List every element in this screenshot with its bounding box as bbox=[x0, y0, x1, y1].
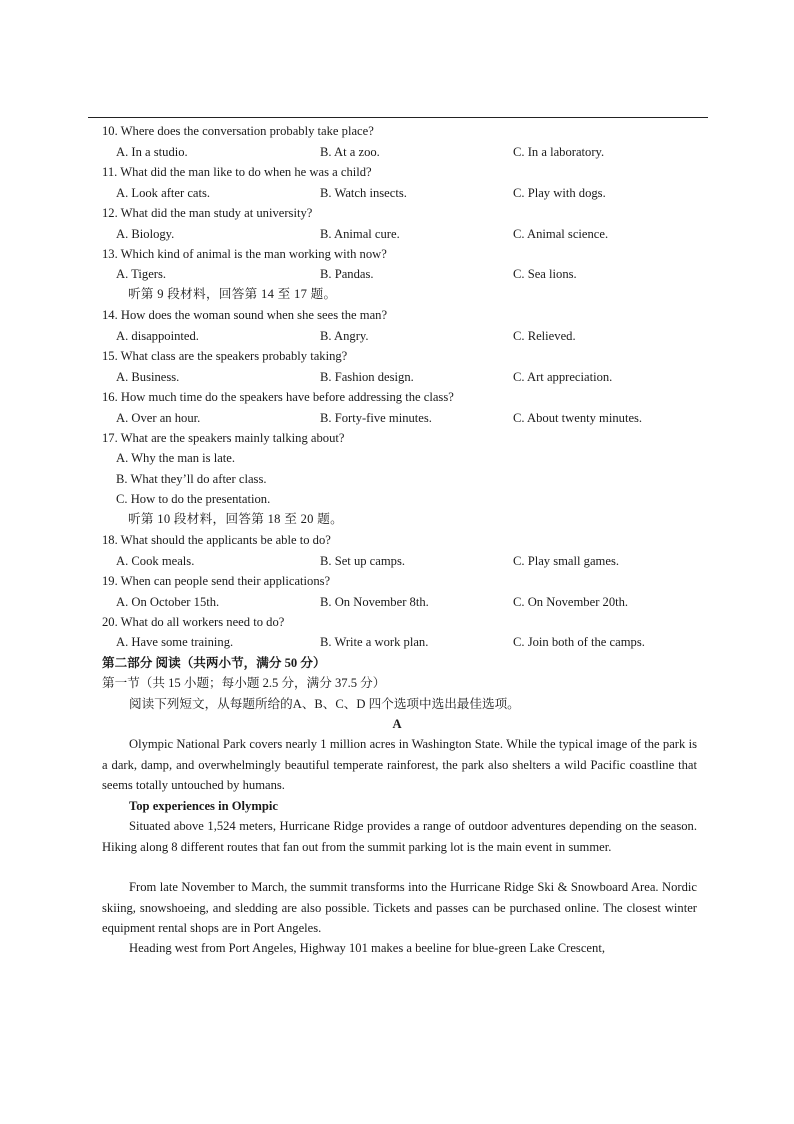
question-17-option-c: C. How to do the presentation. bbox=[116, 492, 271, 506]
listening-instruction-9: 听第 9 段材料，回答第 14 至 17 题。 bbox=[128, 287, 337, 301]
question-12-option-b: B. Animal cure. bbox=[320, 227, 400, 241]
question-11-option-c: C. Play with dogs. bbox=[513, 186, 606, 200]
question-10-option-a: A. In a studio. bbox=[116, 145, 188, 159]
question-19-stem: 19. When can people send their applications? bbox=[102, 574, 331, 588]
question-17-option-b: B. What they’ll do after class. bbox=[116, 472, 267, 486]
question-15-option-a: A. Business. bbox=[116, 370, 180, 384]
passage-paragraph-2: From late November to March, the summit transforms into the Hurricane Ridge Ski & Snowboard Area. Nordic skiing, snowshoeing, and sledding are also possible. Tickets and passes can be purchased online. The closest winter equipment rental shops are in Port Angeles. bbox=[102, 880, 697, 935]
question-13-option-a: A. Tigers. bbox=[116, 267, 167, 281]
question-10-option-b: B. At a zoo. bbox=[320, 145, 380, 159]
header-rule bbox=[88, 117, 708, 118]
part2-directions: 阅读下列短文，从每题所给的A、B、C、D 四个选项中选出最佳选项。 bbox=[129, 697, 520, 711]
question-11-stem: 11. What did the man like to do when he was a child? bbox=[102, 165, 372, 179]
question-15-option-b: B. Fashion design. bbox=[320, 370, 414, 384]
question-16-option-b: B. Forty-five minutes. bbox=[320, 411, 432, 425]
question-10-option-c: C. In a laboratory. bbox=[513, 145, 605, 159]
question-16-stem: 16. How much time do the speakers have before addressing the class? bbox=[102, 390, 454, 404]
passage-paragraph-3: Heading west from Port Angeles, Highway 101 makes a beeline for blue-green Lake Crescent, bbox=[129, 941, 605, 955]
question-15-stem: 15. What class are the speakers probably taking? bbox=[102, 349, 348, 363]
question-18-option-a: A. Cook meals. bbox=[116, 554, 195, 568]
question-16-option-c: C. About twenty minutes. bbox=[513, 411, 643, 425]
question-20-option-a: A. Have some training. bbox=[116, 635, 234, 649]
question-18-option-b: B. Set up camps. bbox=[320, 554, 406, 568]
question-20-option-c: C. Join both of the camps. bbox=[513, 635, 645, 649]
question-12-option-c: C. Animal science. bbox=[513, 227, 609, 241]
question-14-option-b: B. Angry. bbox=[320, 329, 369, 343]
question-19-option-b: B. On November 8th. bbox=[320, 595, 429, 609]
passage-heading: Top experiences in Olympic bbox=[129, 799, 278, 813]
passage-paragraph-1: Situated above 1,524 meters, Hurricane Ridge provides a range of outdoor adventures depending on the season. Hiking along 8 different routes that fan out from the summit parking lot is the main event in summer. bbox=[102, 819, 697, 854]
listening-instruction-10: 听第 10 段材料，回答第 18 至 20 题。 bbox=[128, 512, 343, 526]
question-19-option-a: A. On October 15th. bbox=[116, 595, 220, 609]
question-14-stem: 14. How does the woman sound when she sees the man? bbox=[102, 308, 388, 322]
question-12-stem: 12. What did the man study at university? bbox=[102, 206, 313, 220]
question-10-stem: 10. Where does the conversation probably take place? bbox=[102, 124, 374, 138]
part2-title: 第二部分 阅读（共两小节，满分 50 分） bbox=[102, 656, 326, 670]
passage-label: A bbox=[392, 717, 402, 731]
question-18-stem: 18. What should the applicants be able to do? bbox=[102, 533, 331, 547]
part2-section1: 第一节（共 15 小题；每小题 2.5 分，满分 37.5 分） bbox=[102, 676, 386, 690]
question-16-option-a: A. Over an hour. bbox=[116, 411, 201, 425]
question-18-option-c: C. Play small games. bbox=[513, 554, 619, 568]
question-20-stem: 20. What do all workers need to do? bbox=[102, 615, 285, 629]
question-11-option-b: B. Watch insects. bbox=[320, 186, 407, 200]
question-11-option-a: A. Look after cats. bbox=[116, 186, 211, 200]
question-20-option-b: B. Write a work plan. bbox=[320, 635, 429, 649]
question-17-stem: 17. What are the speakers mainly talking about? bbox=[102, 431, 345, 445]
question-13-option-c: C. Sea lions. bbox=[513, 267, 577, 281]
question-14-option-a: A. disappointed. bbox=[116, 329, 199, 343]
question-15-option-c: C. Art appreciation. bbox=[513, 370, 613, 384]
passage-intro: Olympic National Park covers nearly 1 million acres in Washington State. While the typical image of the park is a dark, damp, and overwhelmingly beautiful temperate rainforest, the park also shelters a wild Pacific coastline that seems totally untouched by humans. bbox=[102, 737, 697, 792]
question-19-option-c: C. On November 20th. bbox=[513, 595, 629, 609]
question-13-option-b: B. Pandas. bbox=[320, 267, 374, 281]
question-13-stem: 13. Which kind of animal is the man working with now? bbox=[102, 247, 387, 261]
question-14-option-c: C. Relieved. bbox=[513, 329, 576, 343]
question-12-option-a: A. Biology. bbox=[116, 227, 175, 241]
question-17-option-a: A. Why the man is late. bbox=[116, 451, 236, 465]
